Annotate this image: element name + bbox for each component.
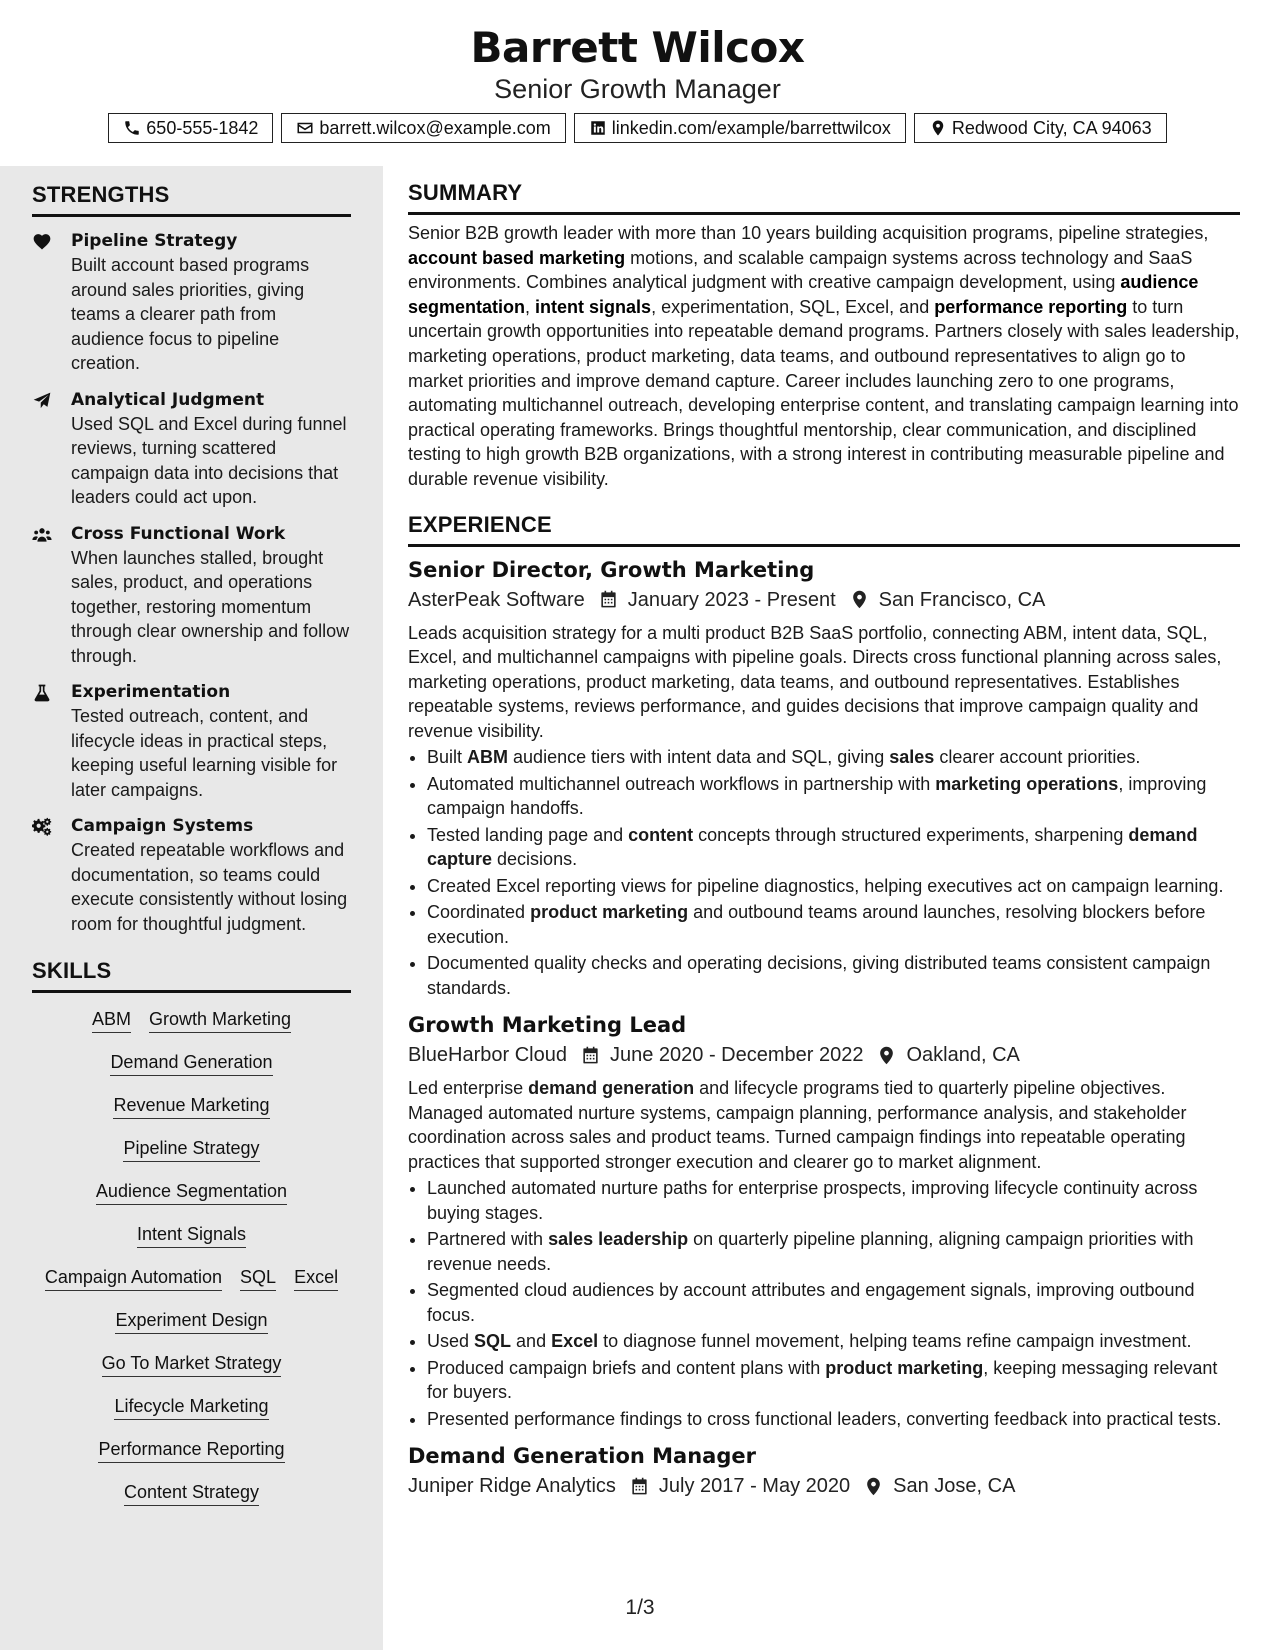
company-name: BlueHarbor Cloud: [408, 1044, 567, 1067]
contact-email[interactable]: [281, 113, 565, 143]
text-segment: , improving campaign handoffs.: [427, 773, 1207, 819]
skill-tag: Lifecycle Marketing: [114, 1394, 268, 1420]
envelope-icon: [296, 119, 314, 137]
calendar-icon: [630, 1477, 659, 1496]
text-segment: Created Excel reporting views for pipeline diagnostics, helping executives act on campaign learning.: [427, 875, 1224, 896]
summary-text: [408, 221, 1240, 492]
skill-row: [32, 1394, 351, 1420]
emphasis-text: product marketing: [825, 1357, 984, 1378]
flask-icon: [32, 680, 71, 802]
text-segment: Segmented cloud audiences by account attributes and engagement signals, improving outbound focus.: [427, 1280, 1195, 1325]
skill-tag: Audience Segmentation: [96, 1179, 287, 1205]
email-text: barrett.wilcox@example.com: [319, 118, 551, 138]
job-meta: [408, 585, 1240, 615]
text-segment: Leads acquisition strategy for a multi product B2B SaaS portfolio, connecting ABM, intent data, SQL, Excel, and multichannel campaigns with pipeline goals. Directs cross functional planning across sales, marketing operations, product marketing, data teams, and outbound representatives. Establishes repeatable systems, reviews performance, and guides decisions that improve campaign quality and revenue visibility.: [408, 622, 1222, 741]
job-dates: June 2020 - December 2022: [609, 1044, 864, 1067]
emphasis-text: SQL: [474, 1331, 512, 1352]
text-segment: and: [511, 1331, 552, 1352]
text-segment: Produced campaign briefs and content plans with: [427, 1357, 826, 1378]
job-entry: [408, 1010, 1240, 1431]
skill-tag: Experiment Design: [115, 1308, 267, 1334]
text-segment: Automated multichannel outreach workflows in partnership with: [427, 773, 936, 794]
skill-tag: SQL: [240, 1265, 276, 1291]
job-bullets: [408, 1176, 1240, 1431]
skill-tag: ABM: [92, 1007, 131, 1033]
text-segment: Documented quality checks and operating decisions, giving distributed teams consistent campaign standards.: [427, 953, 1211, 998]
text-segment: and lifecycle programs tied to quarterly pipeline objectives. Managed automated nurture systems, campaign planning, performance analysis, and stakeholder coordination across sales and product teams. Turned campaign findings into repeatable operating practices that supported stronger execution and clearer go to market alignment.: [408, 1078, 1187, 1172]
candidate-name: Barrett Wilcox: [470, 23, 805, 72]
company-name: Juniper Ridge Analytics: [408, 1475, 616, 1498]
candidate-title: Senior Growth Manager: [494, 74, 781, 104]
text-segment: Presented performance findings to cross functional leaders, converting feedback into practical tests.: [427, 1408, 1222, 1429]
bullet-item: [427, 951, 1240, 1000]
skill-tag: Growth Marketing: [149, 1007, 291, 1033]
job-location: San Jose, CA: [893, 1475, 1016, 1498]
text-segment: audience tiers with intent data and SQL, giving: [508, 747, 890, 768]
emphasis-text: sales leadership: [548, 1229, 689, 1250]
text-segment: clearer account priorities.: [934, 747, 1141, 768]
map-pin-icon: [850, 590, 879, 609]
text-segment: Built: [427, 747, 468, 768]
emphasis-text: audience segmentation: [408, 272, 1199, 317]
linkedin-text: linkedin.com/example/barrettwilcox: [611, 118, 891, 138]
skill-row: [32, 1007, 351, 1033]
skill-tag: Content Strategy: [124, 1480, 259, 1506]
emphasis-text: product marketing: [530, 902, 689, 923]
strength-description: Built account based programs around sales priorities, giving teams a clearer path from audience focus to pipeline creation.: [71, 255, 310, 373]
text-segment: to turn uncertain growth opportunities into repeatable demand programs. Partners closely with sales leadership, marketing operations, product marketing, data teams, and outbound representatives to align go to market priorities and improve demand capture. Career includes launching zero to one programs, automating multichannel outreach, developing enterprise content, and translating campaign learning into practical operating frameworks. Brings thoughtful mentorship, clear communication, and disciplined testing to high growth B2B organizations, with a strong interest in contributing measurable pipeline and durable revenue visibility.: [408, 296, 1240, 489]
job-meta: [408, 1471, 1240, 1501]
contact-phone[interactable]: [108, 113, 273, 143]
skill-row: [32, 1222, 351, 1248]
job-dates: July 2017 - May 2020: [658, 1475, 851, 1498]
skill-row: [32, 1093, 351, 1119]
bullet-item: [427, 1329, 1240, 1354]
job-title: Senior Director, Growth Marketing: [408, 557, 815, 582]
job-description: [408, 621, 1240, 744]
map-pin-icon: [877, 1046, 906, 1065]
calendar-icon: [599, 590, 628, 609]
strengths-list: [32, 229, 351, 936]
company-name: AsterPeak Software: [408, 588, 585, 611]
skill-row: [32, 1050, 351, 1076]
emphasis-text: demand generation: [528, 1078, 695, 1099]
sidebar: [0, 166, 383, 1650]
emphasis-text: content: [628, 824, 694, 845]
text-segment: , keeping messaging relevant for buyers.: [427, 1357, 1218, 1403]
strengths-heading: STRENGTHS: [32, 182, 351, 217]
text-segment: concepts through structured experiments, sharpening: [693, 824, 1129, 845]
strength-title: Campaign Systems: [71, 816, 254, 836]
job-meta: [408, 1040, 1240, 1070]
text-segment: on quarterly pipeline planning, aligning campaign priorities with revenue needs.: [427, 1229, 1194, 1274]
text-segment: motions, and scalable campaign systems across technology and SaaS environments. Combines analytical judgment with creative campaign development, using: [408, 247, 1193, 293]
emphasis-text: marketing operations: [935, 773, 1119, 794]
skill-row: [32, 1480, 351, 1506]
emphasis-text: sales: [889, 747, 935, 768]
job-description: [408, 1076, 1240, 1174]
strength-title: Analytical Judgment: [71, 389, 265, 410]
strength-title: Experimentation: [71, 682, 231, 702]
summary-heading: SUMMARY: [408, 180, 1240, 215]
map-pin-icon: [864, 1477, 893, 1496]
phone-text: 650-555-1842: [146, 118, 259, 138]
skill-tag: Excel: [294, 1265, 338, 1291]
text-segment: Partnered with: [427, 1229, 549, 1250]
emphasis-text: demand capture: [427, 824, 1198, 870]
job-entry: [408, 1441, 1240, 1501]
skill-row: [32, 1265, 351, 1291]
emphasis-text: intent signals: [535, 296, 652, 317]
linkedin-icon: [589, 119, 607, 137]
skill-tag: Go To Market Strategy: [102, 1351, 282, 1377]
text-segment: Used: [427, 1331, 475, 1352]
text-segment: , experimentation, SQL, Excel, and: [651, 296, 935, 317]
skill-tag: Revenue Marketing: [113, 1093, 269, 1119]
bullet-item: [427, 1356, 1240, 1405]
page-number: 1/3: [625, 1596, 655, 1619]
text-segment: to diagnose funnel movement, helping teams refine campaign investment.: [598, 1331, 1192, 1352]
strength-title: Pipeline Strategy: [71, 231, 238, 251]
text-segment: ,: [525, 296, 536, 317]
skill-row: [32, 1179, 351, 1205]
strength-item: [32, 522, 351, 669]
paper-plane-icon: [32, 388, 71, 510]
skill-tag: Campaign Automation: [45, 1265, 222, 1291]
job-title: Demand Generation Manager: [408, 1444, 756, 1469]
calendar-icon: [581, 1046, 610, 1065]
text-segment: Coordinated: [427, 902, 531, 923]
job-location: Oakland, CA: [906, 1044, 1020, 1067]
skills-heading: SKILLS: [32, 958, 351, 993]
skill-tag: Demand Generation: [110, 1050, 272, 1076]
strength-description: Created repeatable workflows and documentation, so teams could execute consistently without losing room for thoughtful judgment.: [71, 840, 348, 934]
job-location: San Francisco, CA: [878, 588, 1046, 611]
jobs-list: [408, 555, 1240, 1502]
users-icon: [32, 522, 71, 669]
bullet-item: [427, 900, 1240, 949]
bullet-item: [427, 772, 1240, 821]
emphasis-text: account based marketing: [408, 247, 626, 268]
bullet-item: [427, 1278, 1240, 1327]
emphasis-text: ABM: [467, 747, 509, 768]
heart-icon: [32, 229, 71, 376]
main-content: [408, 180, 1240, 1507]
emphasis-text: Excel: [551, 1331, 599, 1352]
emphasis-text: performance reporting: [934, 296, 1128, 317]
strength-description: Tested outreach, content, and lifecycle ideas in practical steps, keeping useful learning visible for later campaigns.: [71, 706, 338, 800]
strength-item: [32, 680, 351, 802]
text-segment: Led enterprise: [408, 1078, 529, 1099]
bullet-item: [427, 823, 1240, 872]
skill-tag: Pipeline Strategy: [123, 1136, 259, 1162]
job-dates: January 2023 - Present: [627, 588, 836, 611]
bullet-item: [427, 1227, 1240, 1276]
bullet-item: [427, 745, 1240, 770]
strength-description: When launches stalled, brought sales, product, and operations together, restoring momentum through clear ownership and follow through.: [71, 547, 350, 666]
text-segment: decisions.: [492, 849, 578, 870]
strength-description: Used SQL and Excel during funnel reviews, turning scattered campaign data into decisions that leaders could act upon.: [71, 413, 347, 507]
text-segment: and outbound teams around launches, resolving blockers before execution.: [427, 902, 1206, 947]
gears-icon: [32, 814, 71, 936]
phone-icon: [123, 119, 141, 137]
skill-row: [32, 1351, 351, 1377]
bullet-item: [427, 874, 1240, 899]
strength-item: [32, 814, 351, 936]
skill-row: [32, 1308, 351, 1334]
skill-tag: Performance Reporting: [98, 1437, 284, 1463]
experience-heading: EXPERIENCE: [408, 512, 1240, 547]
job-bullets: [408, 745, 1240, 1000]
contact-bar: [0, 113, 1275, 143]
job-entry: [408, 555, 1240, 1001]
strength-item: [32, 388, 351, 510]
skill-row: [32, 1136, 351, 1162]
skills-list: [32, 1007, 351, 1506]
skill-tag: Intent Signals: [137, 1222, 246, 1248]
skill-row: [32, 1437, 351, 1463]
strength-title: Cross Functional Work: [71, 523, 286, 544]
map-pin-icon: [929, 119, 947, 137]
contact-linkedin[interactable]: [574, 113, 906, 143]
contact-location[interactable]: [914, 113, 1167, 143]
bullet-item: [427, 1176, 1240, 1225]
text-segment: Tested landing page and: [427, 824, 629, 845]
strength-item: [32, 229, 351, 376]
text-segment: Launched automated nurture paths for enterprise prospects, improving lifecycle continuity across buying stages.: [427, 1178, 1198, 1223]
location-text: Redwood City, CA 94063: [951, 118, 1152, 138]
job-title: Growth Marketing Lead: [408, 1013, 687, 1038]
bullet-item: [427, 1407, 1240, 1432]
text-segment: Senior B2B growth leader with more than 10 years building acquisition programs, pipeline strategies,: [408, 223, 1209, 243]
